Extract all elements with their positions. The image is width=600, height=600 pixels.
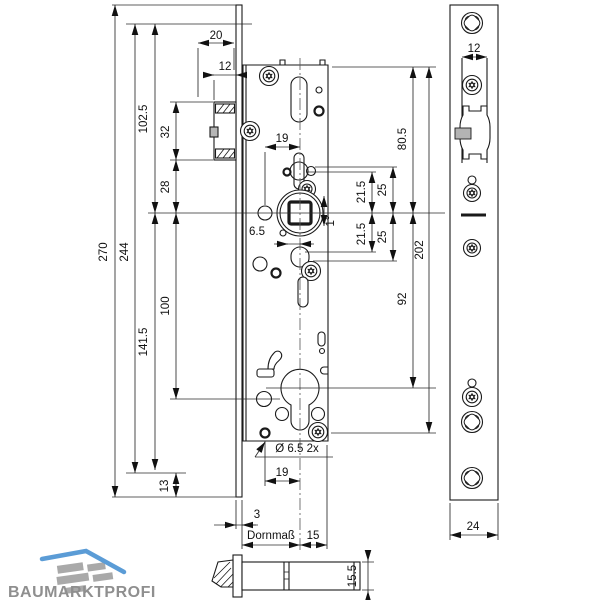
dim-19-bottom: 19 [275, 467, 289, 479]
dim-dia-6-5-2x: Ø 6.5 2x [275, 443, 319, 455]
dim-6-5: 6.5 [249, 226, 265, 238]
dim-100: 100 [160, 296, 172, 316]
dim-15: 15 [306, 530, 320, 542]
dim-12-strip: 12 [467, 43, 481, 55]
dim-3: 3 [253, 509, 261, 521]
dim-28: 28 [160, 180, 172, 194]
rosette-hole-top-icon [462, 13, 483, 34]
rosette-hole-bottom-icon [462, 468, 483, 489]
torx-screw-top-icon [260, 67, 279, 86]
rosette-hole-mid-icon [462, 412, 483, 433]
dim-244: 244 [119, 242, 131, 262]
dim-80-5: 80.5 [397, 127, 409, 151]
latch-fixing-screw-icon [241, 122, 260, 141]
dim-21-5-dn: 21.5 [356, 222, 368, 246]
dim-202: 202 [414, 240, 426, 260]
dim-21-5-up: 21.5 [356, 180, 368, 204]
dim-20: 20 [209, 30, 223, 42]
torx-screw-bottom-icon [309, 423, 328, 442]
baumarktprofi-logo [8, 551, 156, 600]
dim-25-up: 25 [377, 183, 389, 197]
case-top-tabs [280, 60, 325, 65]
faceplate-edge-view [236, 5, 242, 497]
dim-25-dn: 25 [377, 230, 389, 244]
dim-13: 13 [159, 479, 171, 493]
dim-12-latch: 12 [218, 61, 232, 73]
dim-270: 270 [98, 242, 110, 262]
dim-19-top: 19 [275, 133, 289, 145]
strip-screw3-icon [464, 240, 481, 257]
faceplate-front-view [450, 5, 498, 500]
dim-32: 32 [160, 125, 172, 139]
dim-1deg: 1° [325, 215, 337, 227]
latch-side-view [210, 102, 236, 160]
strip-screw4-icon [463, 388, 482, 407]
dim-15-5: 15.5 [347, 564, 359, 588]
strip-screw2-icon [464, 185, 481, 202]
logo-text: BAUMARKTPROFI [8, 584, 156, 600]
latch-guide-pin [210, 127, 218, 137]
dim-141-5: 141.5 [138, 327, 150, 357]
dim-102-5: 102.5 [138, 104, 150, 134]
strip-screw1-icon [463, 76, 482, 95]
dim-dornmass: Dornmaß [247, 530, 295, 542]
latch-front-pin [455, 128, 471, 139]
kidney-slot [291, 77, 307, 122]
lock-top-view [212, 555, 360, 597]
dim-24: 24 [466, 521, 480, 533]
latch-wedge-top-view [212, 560, 233, 587]
dim-92: 92 [397, 292, 409, 306]
